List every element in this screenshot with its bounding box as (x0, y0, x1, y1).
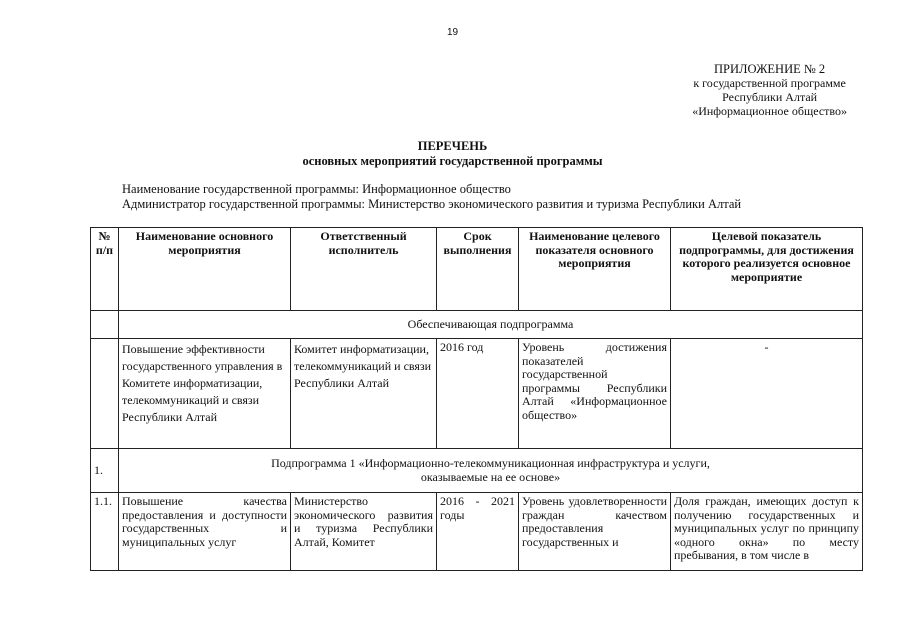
heading-subtitle: основных мероприятий государственной программы (302, 154, 603, 168)
section-row (91, 449, 863, 493)
column-header: № п/п (91, 228, 119, 311)
program-administrator: Администратор государственной программы: Министерство экономического развития и туризма Республики Алтай (122, 197, 742, 211)
target-indicator: - (671, 339, 863, 449)
appendix-line: «Информационное общество» (692, 104, 847, 118)
appendix-title: ПРИЛОЖЕНИЕ № 2 (714, 62, 826, 76)
measure-name: Повышение эффективности государственного управления в Комитете информатизации, телекоммуникаций и связи Республики Алтай (119, 339, 291, 449)
measures-table (90, 227, 863, 571)
section-title: Подпрограмма 1 «Информационно-телекоммуникационная инфраструктура и услуги, оказываемые на ее основе» (119, 449, 863, 493)
column-header: Срок выполнения (437, 228, 519, 311)
target-indicator: Доля граждан, имеющих доступ к получению государственных и муниципальных услуг по принципу «одного окна» по месту пребывания, в том числе в (671, 493, 863, 571)
appendix-line: Республики Алтай (722, 90, 818, 104)
document-heading (0, 139, 905, 169)
table-header-row (91, 228, 863, 311)
table-row (91, 339, 863, 449)
program-meta (122, 182, 741, 212)
executor: Комитет информатизации, телекоммуникаций и связи Республики Алтай (291, 339, 437, 449)
term: 2016 год (437, 339, 519, 449)
term: 2016 - 2021 годы (437, 493, 519, 571)
row-number: 1. (91, 449, 119, 493)
row-number: 1.1. (91, 493, 119, 571)
page-number: 19 (446, 27, 459, 38)
column-header: Ответственный исполнитель (291, 228, 437, 311)
column-header: Наименование основного мероприятия (119, 228, 291, 311)
executor: Министерство экономического развития и туризма Республики Алтай, Комитет (291, 493, 437, 571)
appendix-line: к государственной программе (693, 76, 846, 90)
appendix-block (692, 62, 847, 118)
row-number (91, 339, 119, 449)
section-title: Обеспечивающая подпрограмма (119, 311, 863, 339)
column-header: Наименование целевого показателя основного мероприятия (519, 228, 671, 311)
column-header: Целевой показатель подпрограммы, для достижения которого реализуется основное мероприятие (671, 228, 863, 311)
program-name: Наименование государственной программы: Информационное общество (122, 182, 511, 196)
table-row (91, 493, 863, 571)
heading-title: ПЕРЕЧЕНЬ (417, 139, 488, 153)
section-row (91, 311, 863, 339)
indicator: Уровень удовлетворенности граждан качеством предоставления государственных и (519, 493, 671, 571)
measure-name: Повышение качества предоставления и доступности государственных и муниципальных услуг (119, 493, 291, 571)
indicator: Уровень достижения показателей государственной программы Республики Алтай «Информационное общество» (519, 339, 671, 449)
